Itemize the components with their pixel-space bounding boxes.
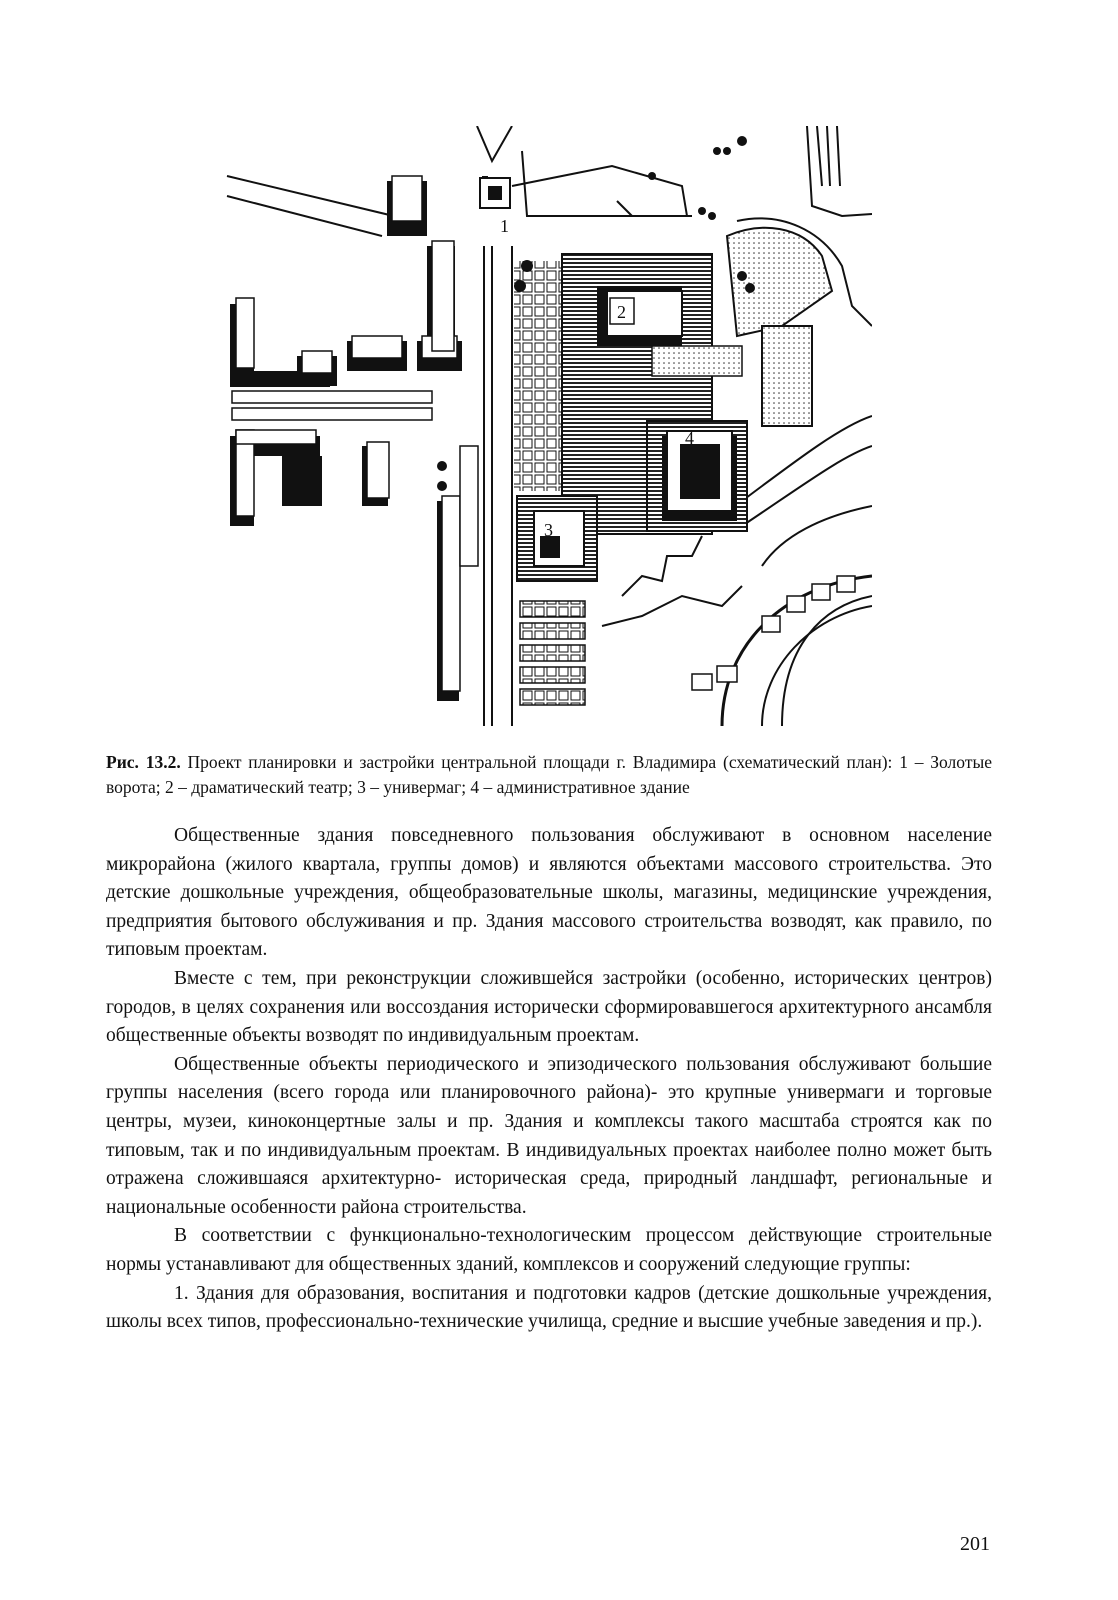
- figure-label-2: 2: [617, 302, 626, 322]
- site-plan-drawing: [222, 126, 872, 726]
- paragraph: Общественные здания повседневного пользования обслуживают в основном население микрорайона (жилого квартала, группы домов) и являются объектами массового строительства. Это детские дошкольные учреждения, общеобразовательные школы, магазины, медицинские учреждения, предприятия бытового обслуживания и пр. Здания массового строительства возводят, как правило, по типовым проектам.: [106, 825, 992, 961]
- figure-label-4: 4: [685, 428, 694, 448]
- site-plan-figure: [222, 126, 872, 726]
- figure-label-3: 3: [544, 520, 553, 540]
- body-text: [106, 822, 992, 1337]
- paragraph: Вместе с тем, при реконструкции сложившейся застройки (особенно, исторических центров) городов, в целях сохранения или воссоздания исторически сформировавшегося архитектурного ансамбля общественные объекты возводят по индивидуальным проектам.: [106, 967, 992, 1047]
- figure-label-1: 1: [500, 216, 509, 236]
- paragraph: В соответствии с функционально-технологическим процессом действующие строительные нормы устанавливают для общественных зданий, комплексов и сооружений следующие группы:: [106, 1225, 992, 1275]
- figure-caption: [106, 750, 992, 800]
- page-number: 201: [960, 1533, 990, 1555]
- caption-label: Рис. 13.2.: [106, 752, 181, 772]
- paragraph: 1. Здания для образования, воспитания и подготовки кадров (детские дошкольные учреждения, школы всех типов, профессионально-технические училища, средние и высшие учебные заведения и пр.).: [106, 1282, 992, 1333]
- paragraph: Общественные объекты периодического и эпизодического пользования обслуживают большие группы населения (всего города или планировочного района)- это крупные универмаги и торговые центры, музеи, киноконцертные залы и пр. Здания и комплексы такого масштаба строятся как по типовым, так и по индивидуальным проектам. В индивидуальных проектах наиболее полно может быть отражена сложившаяся архитектурно- историческая среда, природный ландшафт, региональные и национальные особенности района строительства.: [106, 1053, 992, 1218]
- caption-text: Проект планировки и застройки центральной площади г. Владимира (схематический план): 1 – Золотые ворота; 2 – драматический театр; 3 – универмаг; 4 – административное здание: [106, 752, 992, 797]
